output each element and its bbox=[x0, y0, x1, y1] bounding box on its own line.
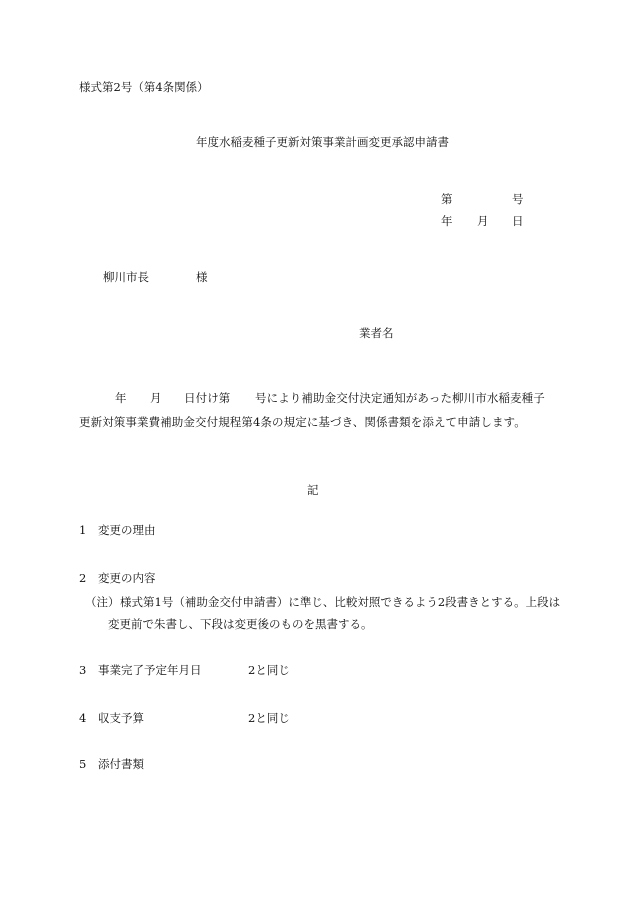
item-1-number: 1 bbox=[79, 523, 87, 537]
item-3-label: 事業完了予定年月日 bbox=[98, 663, 202, 677]
note-line-1: 様式第1号（補助金交付申請書）に準じ、比較対照できるよう2段書きとする。上段は bbox=[120, 595, 561, 609]
item-5-number: 5 bbox=[79, 757, 87, 771]
note-line-2: 変更前で朱書し、下段は変更後のものを黒書する。 bbox=[108, 617, 373, 631]
ki-heading: 記 bbox=[307, 483, 319, 497]
document-title: 年度水稲麦種子更新対策事業計画変更承認申請書 bbox=[196, 135, 449, 149]
body-day-label: 日付け第 bbox=[184, 391, 231, 405]
applicant-label: 業者名 bbox=[359, 326, 394, 340]
item-3-number: 3 bbox=[79, 663, 87, 677]
item-2-label: 変更の内容 bbox=[98, 571, 156, 585]
body-year-label: 年 bbox=[115, 391, 127, 405]
addressee-honorific: 様 bbox=[196, 270, 208, 284]
doc-number-prefix: 第 bbox=[441, 192, 453, 206]
date-year-label: 年 bbox=[441, 214, 453, 228]
item-4-label: 収支予算 bbox=[98, 711, 144, 725]
item-2-number: 2 bbox=[79, 571, 87, 585]
body-line-1 bbox=[0, 393, 630, 407]
item-4-number: 4 bbox=[79, 711, 87, 725]
doc-number-suffix: 号 bbox=[512, 192, 524, 206]
date-month-label: 月 bbox=[477, 214, 489, 228]
item-5-label: 添付書類 bbox=[98, 757, 144, 771]
document-date bbox=[0, 216, 630, 230]
item-4-value: 2と同じ bbox=[248, 711, 290, 725]
body-line-2: 更新対策事業費補助金交付規程第4条の規定に基づき、関係書類を添えて申請します。 bbox=[79, 415, 526, 429]
addressee-name: 柳川市長 bbox=[103, 270, 149, 284]
body-month-label: 月 bbox=[150, 391, 162, 405]
item-1-label: 変更の理由 bbox=[98, 523, 156, 537]
body-text-1: 号により補助金交付決定通知があった柳川市水稲麦種子 bbox=[255, 391, 545, 405]
note-prefix: （注） bbox=[85, 595, 120, 609]
item-3-value: 2と同じ bbox=[248, 663, 290, 677]
date-day-label: 日 bbox=[512, 214, 524, 228]
form-label: 様式第2号（第4条関係） bbox=[79, 80, 209, 94]
document-number bbox=[0, 194, 630, 208]
